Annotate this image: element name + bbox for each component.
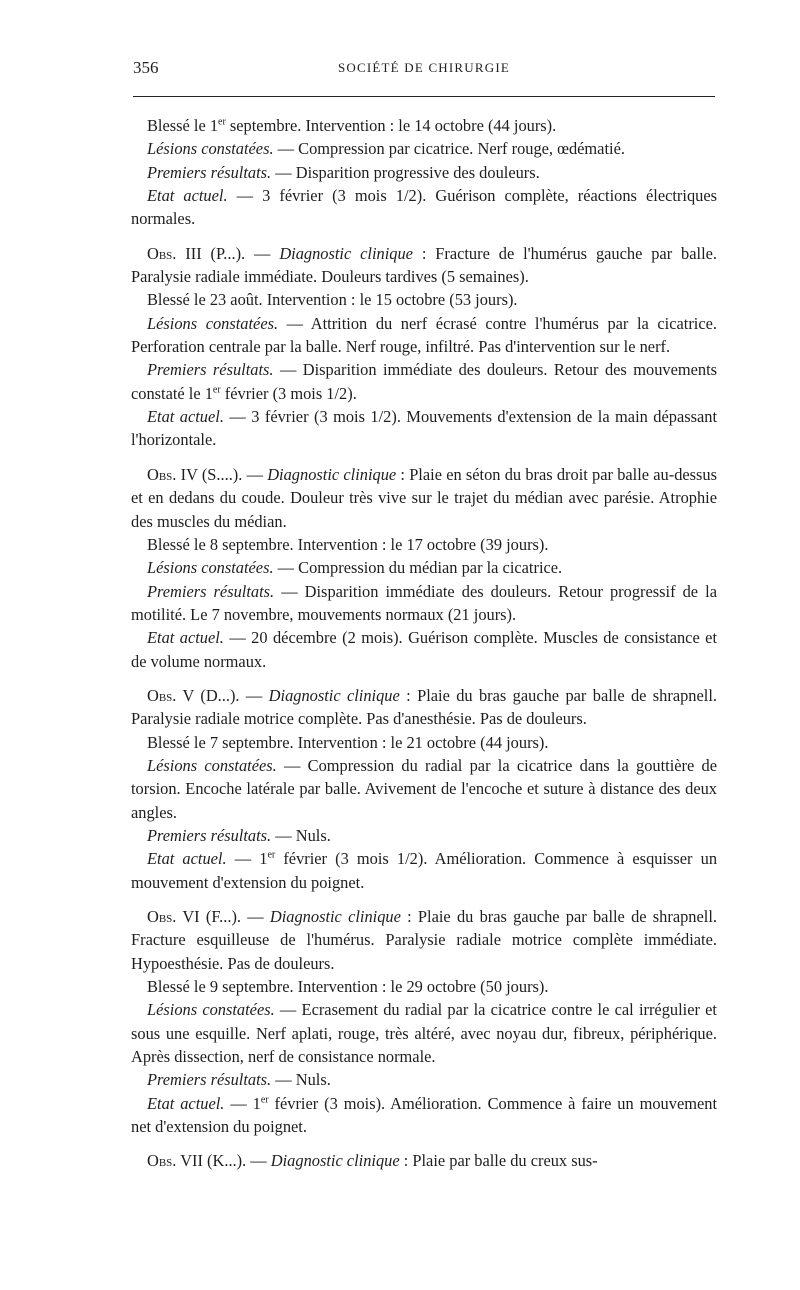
- obs-iii-blesse: Blessé le 23 août. Intervention : le 15 octobre (53 jours).: [147, 290, 518, 310]
- lesions-line: Lésions constatées. — Compression par cicatrice. Nerf rouge, œdématié.: [147, 139, 625, 159]
- header-rule: [133, 96, 715, 97]
- obs-vi-resultats: Premiers résultats. — Nuls.: [147, 1070, 331, 1090]
- obs-vi-etat: Etat actuel. — 1er février (3 mois). Amélioration. Commence à faire un mouvement net d'extension du poignet.: [131, 1093, 717, 1137]
- obs-iv-resultats: Premiers résultats. — Disparition immédiate des douleurs. Retour progressif de la motilité. Le 7 novembre, mouvements normaux (21 jours).: [131, 581, 717, 624]
- page-header: [133, 58, 715, 88]
- obs-v-blesse: Blessé le 7 septembre. Intervention : le 21 octobre (44 jours).: [147, 732, 549, 752]
- obs-vi-lesions: Lésions constatées. — Ecrasement du radial par la cicatrice contre le cal irrégulier et sous une esquille. Nerf aplati, rouge, très altéré, avec noyau dur, fibreux, périphérique. Après dissection, nerf de consistance normale.: [131, 1000, 717, 1067]
- resultats-line: Premiers résultats. — Disparition progressive des douleurs.: [147, 162, 540, 182]
- obs-vi-blesse: Blessé le 9 septembre. Intervention : le 29 octobre (50 jours).: [147, 977, 549, 997]
- obs-v-lesions: Lésions constatées. — Compression du radial par la cicatrice dans la gouttière de torsion. Encoche latérale par balle. Avivement de l'encoche et suture à distance des deux angles.: [131, 755, 717, 822]
- obs-iii-heading: Obs. III (P...). — Diagnostic clinique : Fracture de l'humérus gauche par balle. Paralysie radiale immédiate. Douleurs tardives (5 semaines).: [131, 243, 718, 287]
- obs-vii-heading: Obs. VII (K...). — Diagnostic clinique : Plaie par balle du creux sus-: [147, 1151, 598, 1171]
- obs-iii-lesions: Lésions constatées. — Attrition du nerf écrasé contre l'humérus par la cicatrice. Perforation centrale par la balle. Nerf rouge, infiltré. Pas d'intervention sur le nerf.: [131, 313, 717, 357]
- page-number: 356: [133, 58, 159, 77]
- obs-v-resultats: Premiers résultats. — Nuls.: [147, 825, 331, 845]
- running-title: SOCIÉTÉ DE CHIRURGIE: [337, 60, 511, 75]
- obs-v-heading: Obs. V (D...). — Diagnostic clinique : Plaie du bras gauche par balle de shrapnell. Paralysie radiale motrice complète. Pas d'anesthésie. Pas de douleurs.: [131, 685, 717, 729]
- obs-iv-blesse: Blessé le 8 septembre. Intervention : le 17 octobre (39 jours).: [147, 534, 549, 554]
- obs-iii-resultats: Premiers résultats. — Disparition immédiate des douleurs. Retour des mouvements constaté le 1er février (3 mois 1/2).: [131, 360, 718, 403]
- obs-v-etat: Etat actuel. — 1er février (3 mois 1/2). Amélioration. Commence à esquisser un mouvement d'extension du poignet.: [131, 849, 718, 892]
- etat-line: Etat actuel. — 3 février (3 mois 1/2). Guérison complète, réactions électriques normales.: [131, 186, 717, 229]
- obs-vi-heading: Obs. VI (F...). — Diagnostic clinique : Plaie du bras gauche par balle de shrapnell. Fracture esquilleuse de l'humérus. Paralysie radiale motrice complète immédiate. Hypoesthésie. Pas de douleurs.: [131, 907, 717, 973]
- obs-iv-etat: Etat actuel. — 20 décembre (2 mois). Guérison complète. Muscles de consistance et de volume normaux.: [131, 628, 717, 671]
- obs-iii-etat: Etat actuel. — 3 février (3 mois 1/2). Mouvements d'extension de la main dépassant l'horizontale.: [131, 407, 718, 450]
- obs-iv-heading: Obs. IV (S....). — Diagnostic clinique : Plaie en séton du bras droit par balle au-dessus et en dedans du coude. Douleur très vive sur le trajet du médian avec parésie. Atrophie des muscles du médian.: [131, 464, 717, 531]
- obs-iv-lesions: Lésions constatées. — Compression du médian par la cicatrice.: [147, 558, 563, 578]
- blesse-line: Blessé le 1er septembre. Intervention : le 14 octobre (44 jours).: [147, 116, 557, 135]
- page-body: [131, 114, 717, 1173]
